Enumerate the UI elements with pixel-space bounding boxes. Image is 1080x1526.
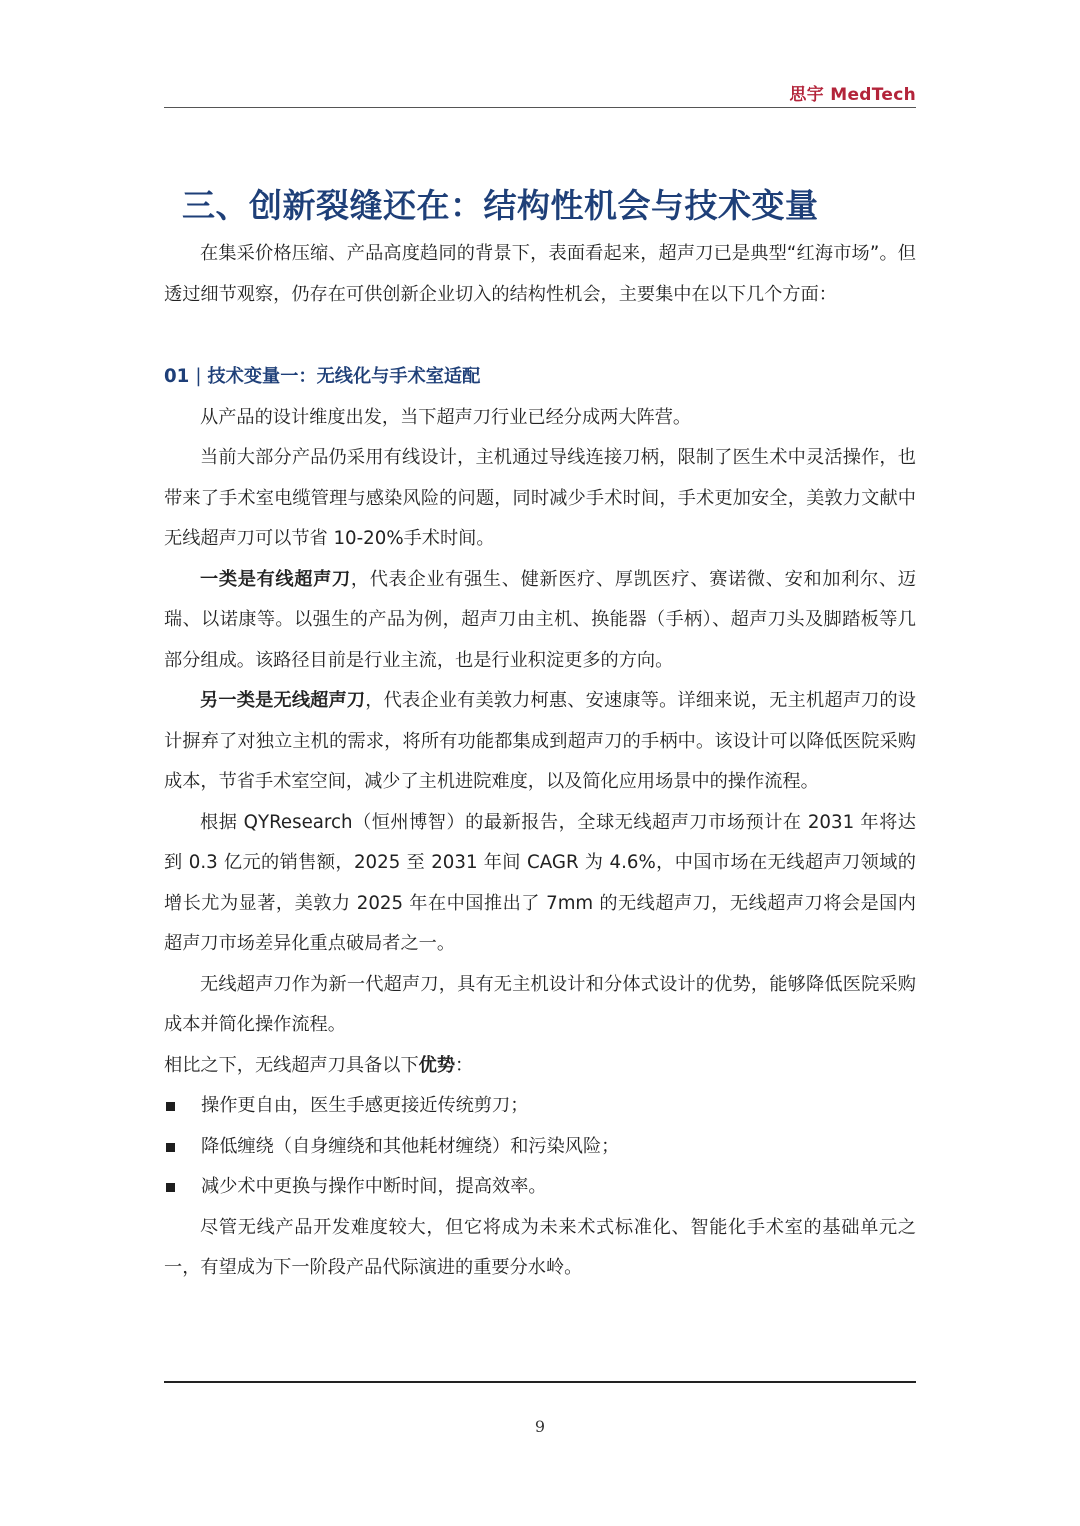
wired-type-text: ，代表企业有强生、健新医疗、厚凯医疗、赛诺微、安和加利尔、迈瑞、以诺康等。以强生的产品为例，超声刀由主机、换能器（手柄）、超声刀头及脚踏板等几部分组成。该路径目前是行业主流，也是行业积淀更多的方向。 [164,568,916,671]
list-item [164,1086,916,1127]
paragraph-camps: 从产品的设计维度出发，当下超声刀行业已经分成两大阵营。 [200,406,692,428]
list-item-text: 减少术中更换与操作中断时间，提高效率。 [201,1176,547,1197]
wireless-type-label: 另一类是无线超声刀 [200,690,366,711]
subheading-number: 01 [164,366,190,387]
subheading-separator: | [195,366,202,387]
paragraph-market-report: 根据 QYResearch（恒州博智）的最新报告，全球无线超声刀市场预计在 2031 年将达到 0.3 亿元的销售额，2025 至 2031 年间 CAGR 为 4.6%，中国市场在无线超声刀领域的增长尤为显著，美敦力 2025 年在中国推出了 7mm 的无线超声刀，无线超声刀将会是国内超声刀市场差异化重点破局者之一。 [164,811,916,954]
header-rule [164,107,916,108]
header-brand: 思宇 MedTech [789,85,916,105]
paragraph-wireless-type [164,681,916,803]
paragraph-advantages-intro [164,1046,916,1087]
page-number: 9 [534,1417,546,1436]
section-title: 三、创新裂缝还在：结构性机会与技术变量 [182,186,819,225]
intro-paragraph: 在集采价格压缩、产品高度趋同的背景下，表面看起来，超声刀已是典型“红海市场”。但透过细节观察，仍存在可供创新企业切入的结构性机会，主要集中在以下几个方面： [164,243,916,305]
subheading [164,357,916,398]
square-bullet-icon [166,1183,175,1192]
advantages-list [164,1086,916,1208]
list-item-text: 操作更自由，医生手感更接近传统剪刀； [201,1095,529,1116]
square-bullet-icon [166,1102,175,1111]
list-item [164,1127,916,1168]
wireless-type-text: ，代表企业有美敦力柯惠、安速康等。详细来说，无主机超声刀的设计摒弃了对独立主机的需求，将所有功能都集成到超声刀的手柄中。该设计可以降低医院采购成本，节省手术室空间，减少了主机进院难度，以及简化应用场景中的操作流程。 [164,690,916,792]
paragraph-conclusion: 尽管无线产品开发难度较大，但它将成为未来术式标准化、智能化手术室的基础单元之一，有望成为下一阶段产品代际演进的重要分水岭。 [164,1216,916,1278]
wired-type-label: 一类是有线超声刀 [200,568,351,590]
list-item [164,1167,916,1208]
subheading-text: 技术变量一：无线化与手术室适配 [207,366,481,387]
paragraph-wired-design: 当前大部分产品仍采用有线设计，主机通过导线连接刀柄，限制了医生术中灵活操作，也带来了手术室电缆管理与感染风险的问题，同时减少手术时间，手术更加安全，美敦力文献中无线超声刀可以节省 10-20%手术时间。 [164,447,916,549]
square-bullet-icon [166,1143,175,1152]
advantages-intro-text: 相比之下，无线超声刀具备以下 [164,1054,419,1076]
footer-rule [164,1381,916,1383]
body-content [164,234,916,1289]
advantages-colon: ： [455,1054,474,1076]
advantages-label: 优势 [418,1054,456,1076]
list-item-text: 降低缠绕（自身缠绕和其他耗材缠绕）和污染风险； [201,1135,620,1157]
paragraph-new-generation: 无线超声刀作为新一代超声刀，具有无主机设计和分体式设计的优势，能够降低医院采购成本并简化操作流程。 [164,973,916,1035]
paragraph-wired-type [164,560,916,682]
